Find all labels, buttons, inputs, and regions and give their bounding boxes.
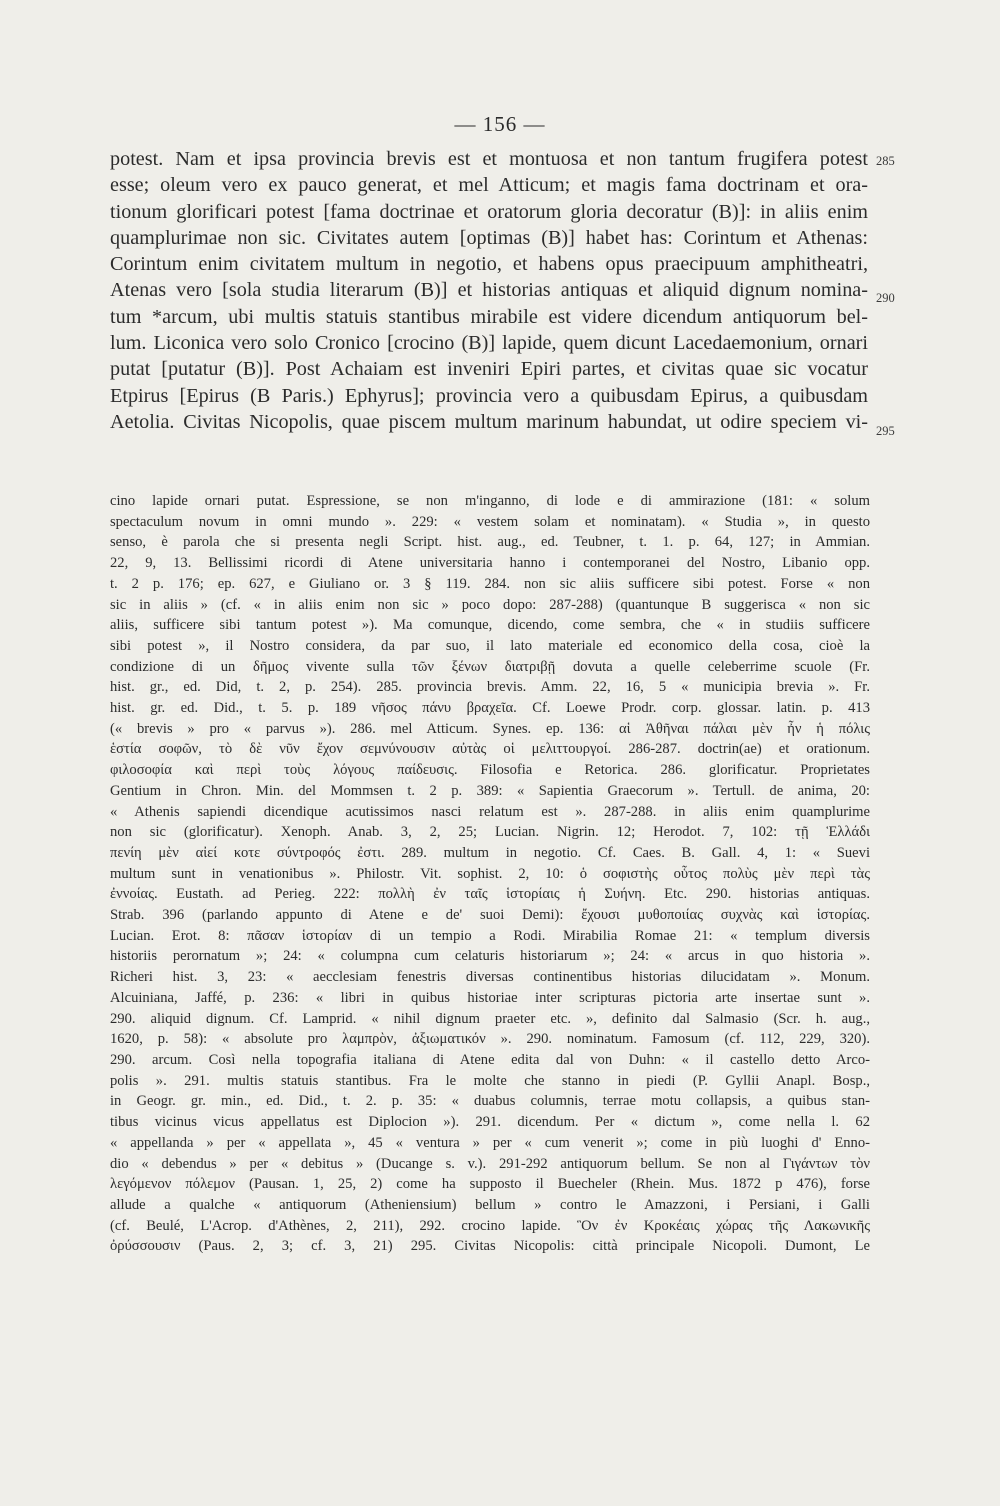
text-line: Atenas vero [sola studia literarum (B)] et historias antiquas et aliquid dignum nomina- [110, 279, 868, 302]
text-line: tionum glorificari potest [fama doctrinae et oratorum gloria decoratur (B)]: in aliis enim [110, 200, 868, 223]
text-line: potest. Nam et ipsa provincia brevis est et montuosa et non tantum frugifera potest [110, 148, 868, 170]
footnote-line: sic in aliis » (cf. « in aliis enim non sic » poco dopo: 287-288) (quantunque B suggerisca « non sic [110, 596, 870, 613]
footnote-line: hist. gr. ed. Did., t. 5. p. 189 νῆσος πάνυ βραχεῖα. Cf. Loewe Prodr. corp. glossar. latin. p. 413 [110, 700, 870, 717]
footnote-line: non sic (glorificatur). Xenoph. Anab. 3, 2, 25; Lucian. Nigrin. 12; Herodot. 7, 102: τῇ Ἑλλάδι [110, 824, 870, 841]
footnote-line: Alcuiniana, Jaffé, p. 236: « libri in quibus historiae inter scripturas pictoria arte insertae sunt ». [110, 989, 870, 1006]
footnote-line: t. 2 p. 176; ep. 627, e Giuliano or. 3 § 119. 284. non sic aliis sufficere sibi potest. Forse « non [110, 575, 870, 592]
footnote-line: Strab. 396 (parlando appunto di Atene e de' suoi Demi): ἔχουσι μυθοποιίας συχνὰς καὶ ἱστορίας. [110, 907, 870, 924]
margin-number-290: 290 [876, 291, 895, 305]
footnotes [110, 491, 870, 1257]
footnote-line: φιλοσοφία καὶ περὶ τοὺς λόγους παίδευσις. Filosofia e Retorica. 286. glorificatur. Proprietates [110, 762, 870, 779]
footnote-line: « Athenis sapiendi dicendique acutissimos nasci relatum est ». 287-288. in aliis enim quamplurime [110, 803, 870, 820]
footnote-line: senso, è parola che si presenta negli Script. hist. aug., ed. Teubner, t. 1. p. 64, 127; in Ammian. [110, 534, 870, 551]
text-line: lum. Liconica vero solo Cronico [crocino (B)] lapide, quem dicunt Lacedaemonium, ornari [110, 332, 868, 355]
footnote-line: condizione di un δῆμος vivente sulla τῶν ξένων διατριβῇ dovuta a quelle celeberrime scuole (Fr. [110, 658, 870, 675]
text-line: esse; oleum vero ex pauco generat, et mel Atticum; et magis fama doctrinam et ora- [110, 174, 868, 197]
footnote-line: ἐννοίας. Eustath. ad Perieg. 222: πολλὴ ἐν ταῖς ἱστορίαις ἡ Συήνη. Etc. 290. historias antiquas. [110, 886, 870, 903]
footnote-line: πενίη μὲν αἰεί κοτε σύντροφός ἐστι. 289. multum in negotio. Cf. Caes. B. Gall. 4, 1: « Suevi [110, 844, 870, 861]
footnote-line: aliis, sufficere sibi tantum potest »). Ma comunque, dicendo, come sembra, che « in studiis sufficere [110, 617, 870, 634]
footnote-line: Gentium in Chron. Min. del Mommsen t. 2 p. 389: « Sapientia Graecorum ». Tertull. de anima, 20: [110, 782, 870, 799]
footnote-line: 290. aliquid dignum. Cf. Lamprid. « nihil dignum praeter etc. », definito dal Salmasio (Scr. h. aug., [110, 1010, 870, 1027]
text-line: Etpirus [Epirus (B Paris.) Ephyrus]; provincia vero a quibusdam Epirus, a quibusdam [110, 384, 868, 407]
footnote-line: in Geogr. gr. min., ed. Did., t. 2. p. 35: « duabus columnis, terrae motu collapsis, a quibus stan- [110, 1093, 870, 1110]
footnote-line: 22, 9, 13. Bellissimi ricordi di Atene universitaria hanno i contemporanei del Nostro, Libanio opp. [110, 555, 870, 572]
text-line: Aetolia. Civitas Nicopolis, quae piscem multum marinum habundat, ut odire speciem vi- [110, 410, 868, 433]
footnote-line: λεγόμενον πόλεμον (Pausan. 1, 25, 2) come ha supposto il Buecheler (Rhein. Mus. 1872 p 476), forse [110, 1176, 870, 1193]
footnote-line: 1620, p. 58): « absolute pro λαμπρὸν, ἀξιωματικόν ». 290. nominatum. Famosum (cf. 112, 229, 320). [110, 1031, 870, 1048]
footnote-line: cino lapide ornari putat. Espressione, se non m'inganno, di lode e di ammirazione (181: « solum [110, 493, 870, 509]
footnote-line: dio « debendus » per « debitus » (Ducange s. v.). 291-292 antiquorum bellum. Se non al Γιγάντων τὸν [110, 1155, 870, 1172]
footnote-line: 290. arcum. Così nella topografia italiana di Atene edita dal von Duhn: « il castello detto Arco- [110, 1051, 870, 1068]
margin-number-285: 285 [876, 154, 895, 168]
text-line: tum *arcum, ubi multis statuis stantibus mirabile est videre dicendum antiquorum bel- [110, 305, 868, 328]
margin-number-295: 295 [876, 424, 895, 438]
footnote-line: multum sunt in venationibus ». Philostr. Vit. sophist. 2, 10: ὁ σοφιστὴς οὗτος πολὺς μὲν περὶ τὰς [110, 865, 870, 882]
footnote-line: ὀρύσσουσιν (Paus. 2, 3; cf. 3, 21) 295. Civitas Nicopolis: città principale Nicopoli. Dumont, Le [110, 1238, 870, 1255]
footnote-line: (cf. Beulé, L'Acrop. d'Athènes, 2, 211), 292. crocino lapide. Ὃν ἐν Κροκέαις χώρας τῆς Λακωνικῆς [110, 1217, 870, 1234]
footnote-line: tibus vicinus vicus appellatus est Diplocion »). 291. dicendum. Per « dictum », come nella l. 62 [110, 1114, 870, 1131]
footnote-line: Lucian. Erot. 8: πᾶσαν ἱστορίαν di un tempio a Rodi. Mirabilia Romae 21: « templum diversis [110, 927, 870, 944]
page-number: — 156 — [454, 112, 546, 136]
footnote-line: (« brevis » pro « parvus »). 286. mel Atticum. Synes. ep. 136: αἱ Ἀθῆναι πάλαι μὲν ἦν ἡ πόλις [110, 720, 870, 737]
footnote-line: allude a qualche « antiquorum (Atheniensium) bellum » contro le Amazzoni, i Persiani, i Galli [110, 1196, 870, 1213]
text-line: Corintum enim civitatem multum in negotio, et habens opus praecipuum amphitheatri, [110, 253, 868, 276]
text-line: quamplurimae non sic. Civitates autem [optimas (B)] habet has: Corintum et Athenas: [110, 226, 868, 249]
footnote-line: polis ». 291. multis statuis stantibus. Fra le molte che stanno in piedi (P. Gyllii Anapl. Bosp., [110, 1072, 870, 1089]
footnote-line: spectaculum novum in omni mundo ». 229: « vestem solam et nominatam). « Studia », in questo [110, 513, 870, 530]
footnote-line: historiis perornatum »; 24: « columpna cum celaturis historiarum »; 24: « arcus in quo historia ». [110, 948, 870, 965]
footnote-line: Richeri hist. 3, 23: « aecclesiam fenestris diversas continentibus historias dilucidatam ». Monum. [110, 969, 870, 986]
footnote-line: ἑστία σοφῶν, τὸ δὲ νῦν ἔχον σεμνύνουσιν αὐτὰς οἱ μελιττουργοί. 286-287. doctrin(ae) et orationum. [110, 741, 870, 758]
main-text [110, 146, 868, 435]
footnote-line: hist. gr., ed. Did, t. 2, p. 254). 285. provincia brevis. Amm. 22, 16, 5 « municipia brevia ». Fr. [110, 679, 870, 696]
text-line: putat [putatur (B)]. Post Achaiam est inveniri Epiri partes, et civitas quae sic vocatur [110, 358, 868, 381]
footnote-line: « appellanda » per « appellata », 45 « ventura » per « cum venerit »; come in più luoghi d' Enno- [110, 1134, 870, 1151]
footnote-line: sibi potest », il Nostro considera, da par suo, il lato materiale ed economico della cosa, cioè la [110, 637, 870, 654]
